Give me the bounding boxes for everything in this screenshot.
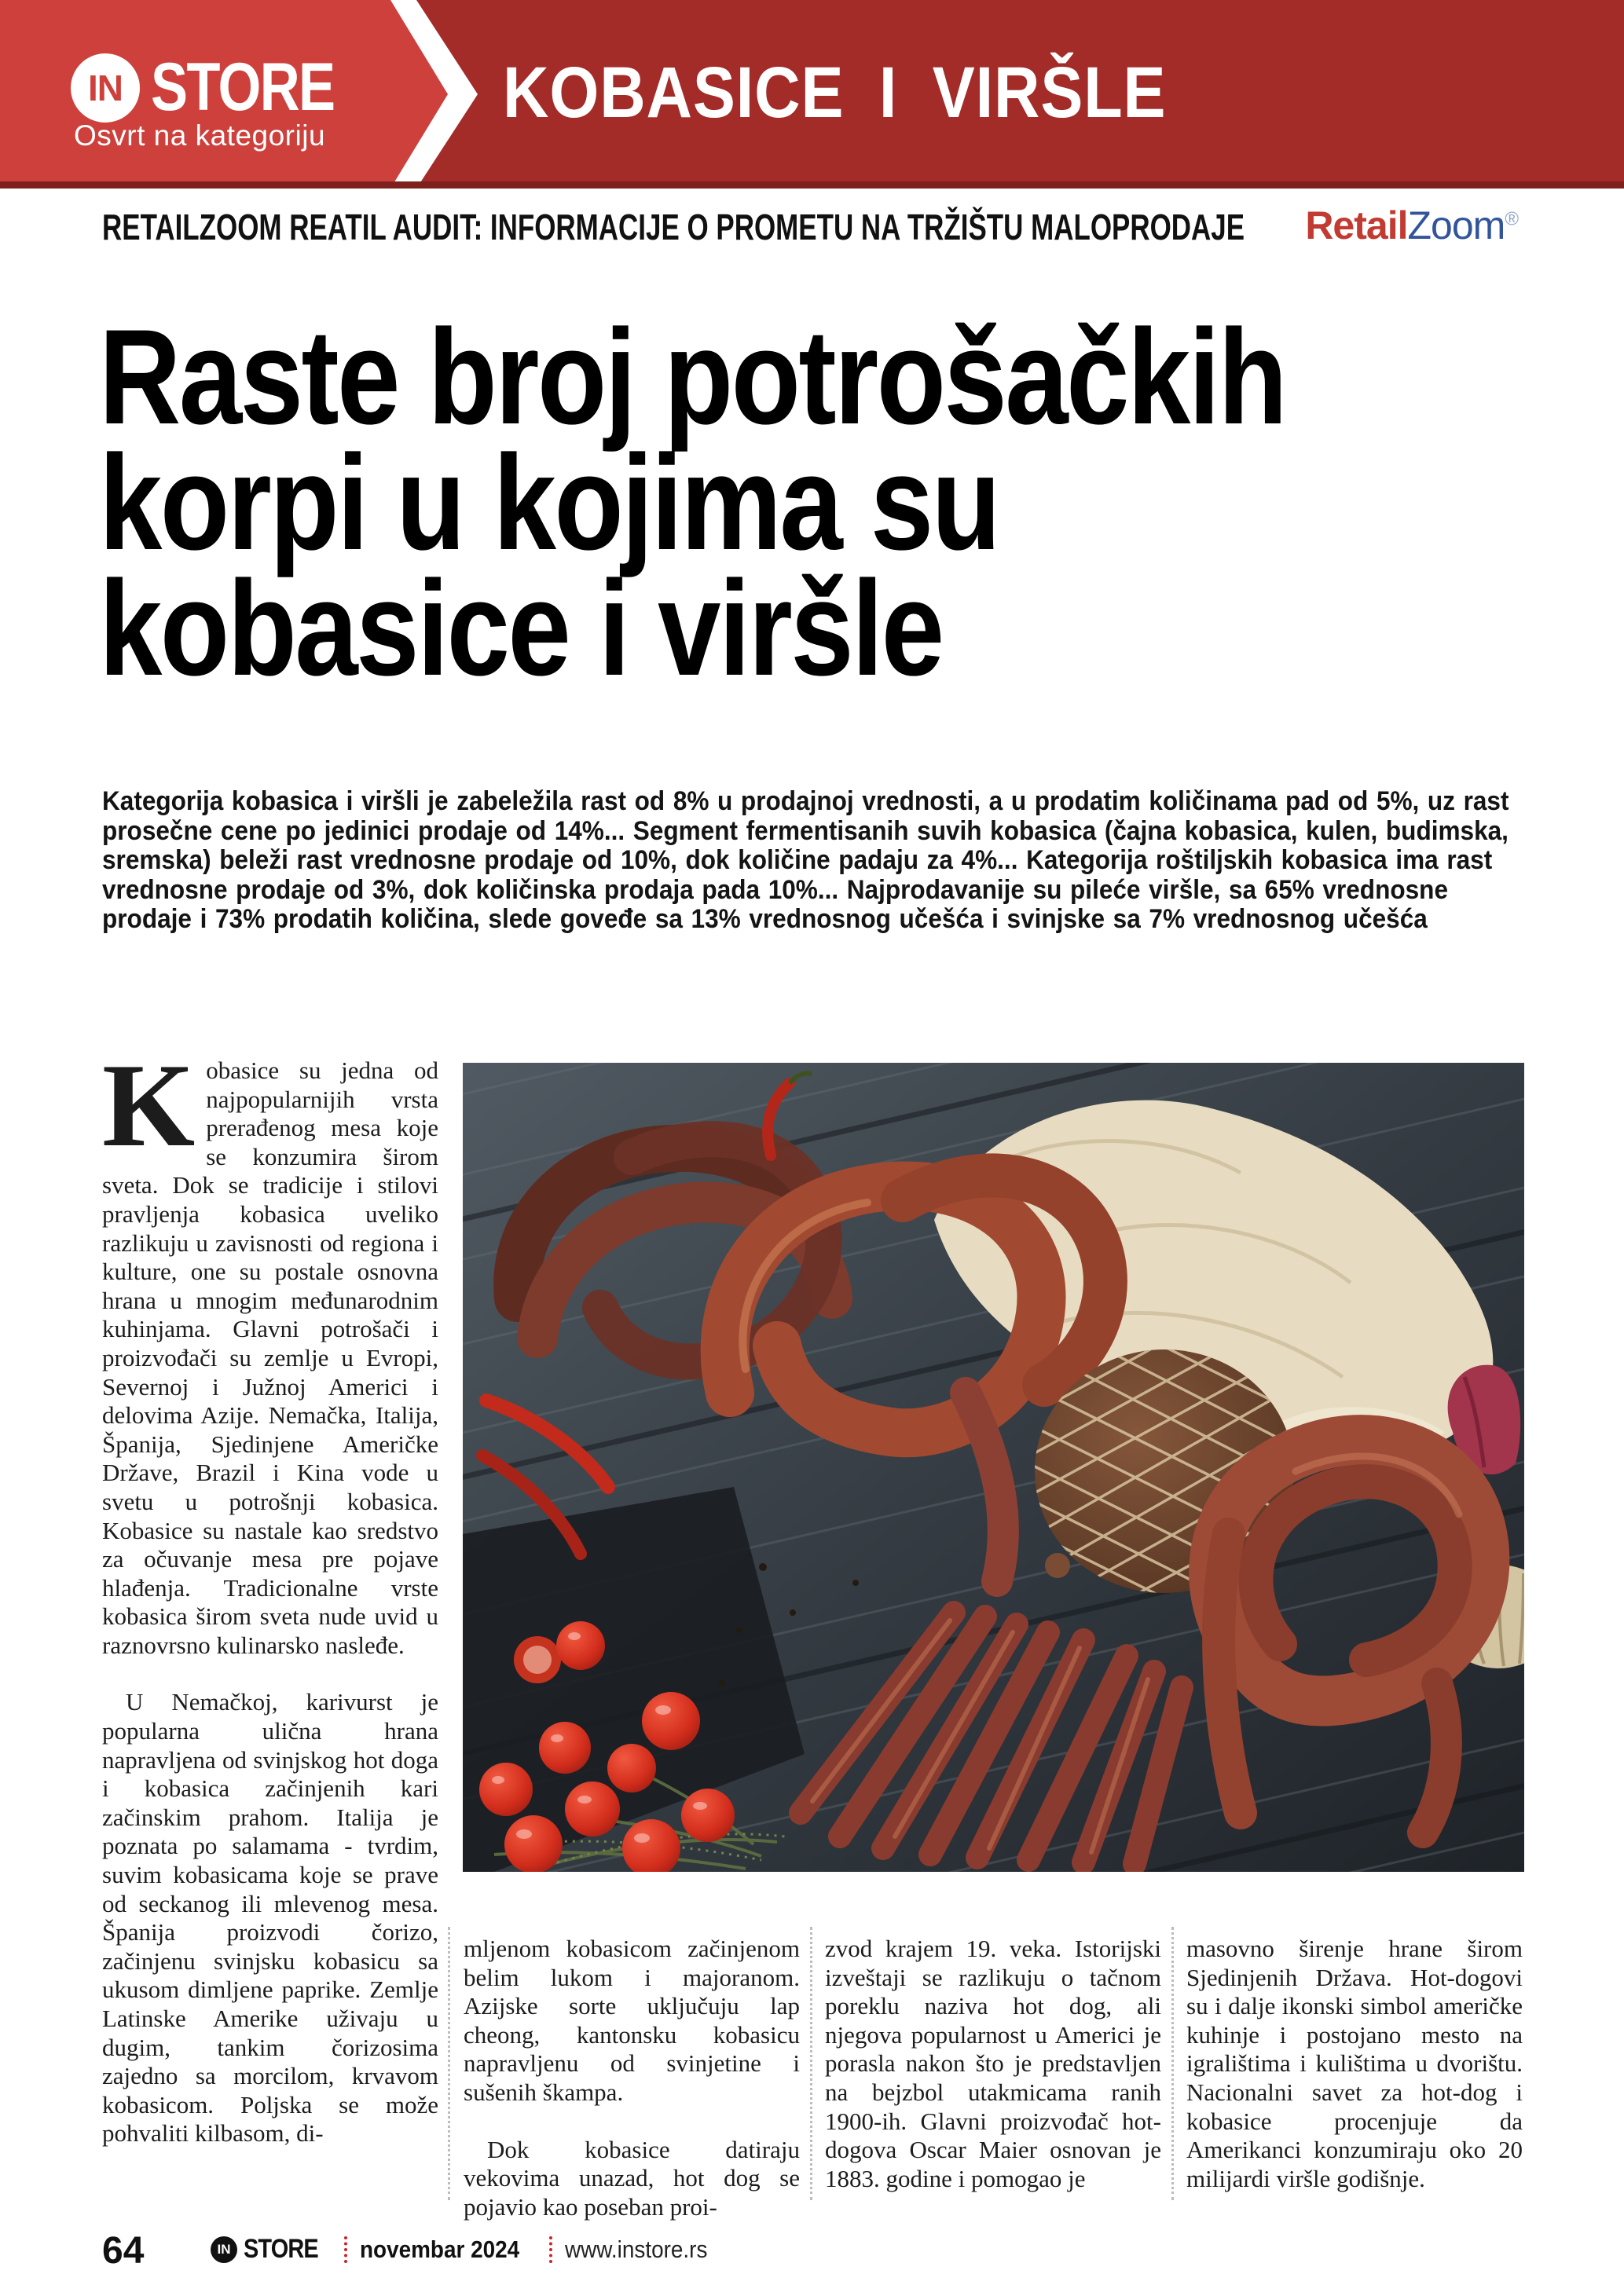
article-intro: Kategorija kobasica i viršli je zabeležila rast od 8% u prodajnoj vrednosti, a u prodatim količinama pad od 5%, uz rast prosečne cene po jedinici prodaje od 14%... Segment fermentisanih suvih kobasica (čajna kobasica, kulen, budimska, sremska) beleži rast vrednosne prodaje od 10%, dok količine padaju za 4%... Kategorija roštiljskih kobasica ima rast vrednosne prodaje od 3%, dok količinska prodaja pada 10%... Najprodavanije su pileće viršle, sa 65% vrednosne prodaje i 73% prodatih količina, slede goveđe sa 13% vrednosnog učešća i svinjske sa 7% vrednosnog učešća: [102, 786, 1509, 934]
logo-tagline: Osvrt na kategoriju: [74, 119, 326, 152]
sausages-photo-illustration: [463, 1063, 1524, 1872]
column-divider-1: [448, 1927, 450, 2200]
column1-paragraph-2: U Nemačkoj, karivurst je popularna ulična hrana napravljena od svinjskog hot doga i kobasica začinjenih kari začinskim prahom. Italija je poznata po salamama - tvrdim, suvim kobasicama koje se prave od seckanog ili mlevenog mesa. Španija proizvodi čorizo, začinjenu svinjsku kobasicu sa ukusom dimljene paprike. Zemlje Latinske Amerike uživaju u dugim, tankim čorizosima zajedno sa morcilom, krvavom kobasicom. Poljska se može pohvaliti kilbasom, di-: [102, 1688, 438, 2148]
page-header: [0, 0, 1624, 189]
retailzoom-logo-retail: Retail: [1305, 203, 1408, 247]
audit-text: RETAILZOOM REATIL AUDIT: INFORMACIJE O PROMETU NA TRŽIŠTU MALOPRODAJE: [102, 207, 1245, 247]
sausages-photo: [463, 1063, 1524, 1872]
audit-bar: [102, 203, 1524, 250]
logo-store-text: STORE: [151, 49, 335, 125]
headline-line-3: kobasice i viršle: [99, 553, 943, 704]
category-title: KOBASICE I VIRŠLE: [503, 53, 1167, 133]
retailzoom-logo: [1305, 203, 1518, 248]
column1-paragraph-1-text: obasice su jedna od najpopularnijih vrsta prerađenog mesa koje se konzumira širom sveta. Dok se tradicije i stilovi pravljenja kobasica uveliko razlikuju u zavisnosti od regiona i kulture, one su postale osnovna hrana u mnogim međunarodnim kuhinjama. Glavni potrošači i proizvođači su zemlje u Evropi, Severnoj i Južnoj Americi i delovima Azije. Nemačka, Italija, Španija, Sjedinjene Američke Države, Brazil i Kina vode u svetu u potrošnji kobasica. Kobasice su nastale kao sredstvo za očuvanje mesa pre pojave hlađenja. Tradicionalne vrste kobasica širom sveta nude uvid u raznovrsno kulinarsko nasleđe.: [102, 1056, 438, 1659]
registered-mark-icon: ®: [1505, 208, 1518, 230]
column1-paragraph-1: [102, 1039, 438, 1660]
footer-info: [211, 2234, 724, 2265]
column-divider-3: [1171, 1927, 1174, 2200]
footer-issue-date: novembar 2024: [359, 2235, 519, 2263]
column4-paragraph-1: masovno širenje hrane širom Sjedinjenih Država. Hot-dogovi su i dalje ikonski simbol američke kuhinje i postojano mesto na igralištima i kulištima u dvorištu. Nacionalni savet za hot-dog i kobasice procenjuje da Amerikanci konzumiraju oko 20 milijardi viršle godišnje.: [1186, 1935, 1523, 2192]
article-column-2: [464, 1935, 800, 2221]
footer-instore-circle-icon: [211, 2236, 237, 2263]
drop-cap: K: [102, 1039, 196, 1171]
column2-paragraph-1: mljenom kobasicom začinjenom belim lukom i majoranom. Azijske sorte uključuju lap cheong, kantonsku kobasicu napravljenu od svinjetine i sušenih škampa.: [464, 1935, 800, 2106]
instore-circle-icon: [71, 53, 140, 123]
column3-paragraph-1: zvod krajem 19. veka. Istorijski izveštaji se razlikuju o tačnom poreklu naziva hot dog, ali njegova popularnost u Americi je porasla nakon što je predstavljen na bejzbol utakmicama ranih 1900-ih. Glavni proizvođač hot-dogova Oscar Maier osnovan je 1883. godine i pomogao je: [825, 1935, 1161, 2192]
footer-logo-store-text: STORE: [244, 2234, 318, 2264]
article-column-1: [102, 1039, 438, 2148]
header-bottom-strip: [0, 181, 1624, 189]
headline-line-1: Raste broj potrošačkih: [99, 302, 1286, 452]
footer-divider-1: [344, 2236, 347, 2263]
footer-website: www.instore.rs: [565, 2235, 708, 2263]
article-headline: [99, 302, 1286, 704]
article-column-3: [825, 1935, 1161, 2193]
footer-instore-logo: [211, 2234, 332, 2265]
footer-logo-in-text: IN: [217, 2241, 231, 2257]
retailzoom-logo-zoom: Zoom: [1407, 203, 1505, 247]
page-number: 64: [102, 2230, 145, 2272]
headline-line-2: korpi u kojima su: [99, 427, 999, 578]
logo-in-text: IN: [88, 67, 123, 108]
column-divider-2: [810, 1927, 812, 2200]
page-footer: [102, 2229, 1524, 2276]
column2-paragraph-2: Dok kobasice datiraju vekovima unazad, hot dog se pojavio kao poseban proi-: [464, 2135, 800, 2221]
article-column-4: [1186, 1935, 1523, 2193]
instore-logo: [71, 49, 375, 126]
footer-divider-2: [549, 2236, 552, 2263]
article-body: [102, 1039, 1526, 2221]
